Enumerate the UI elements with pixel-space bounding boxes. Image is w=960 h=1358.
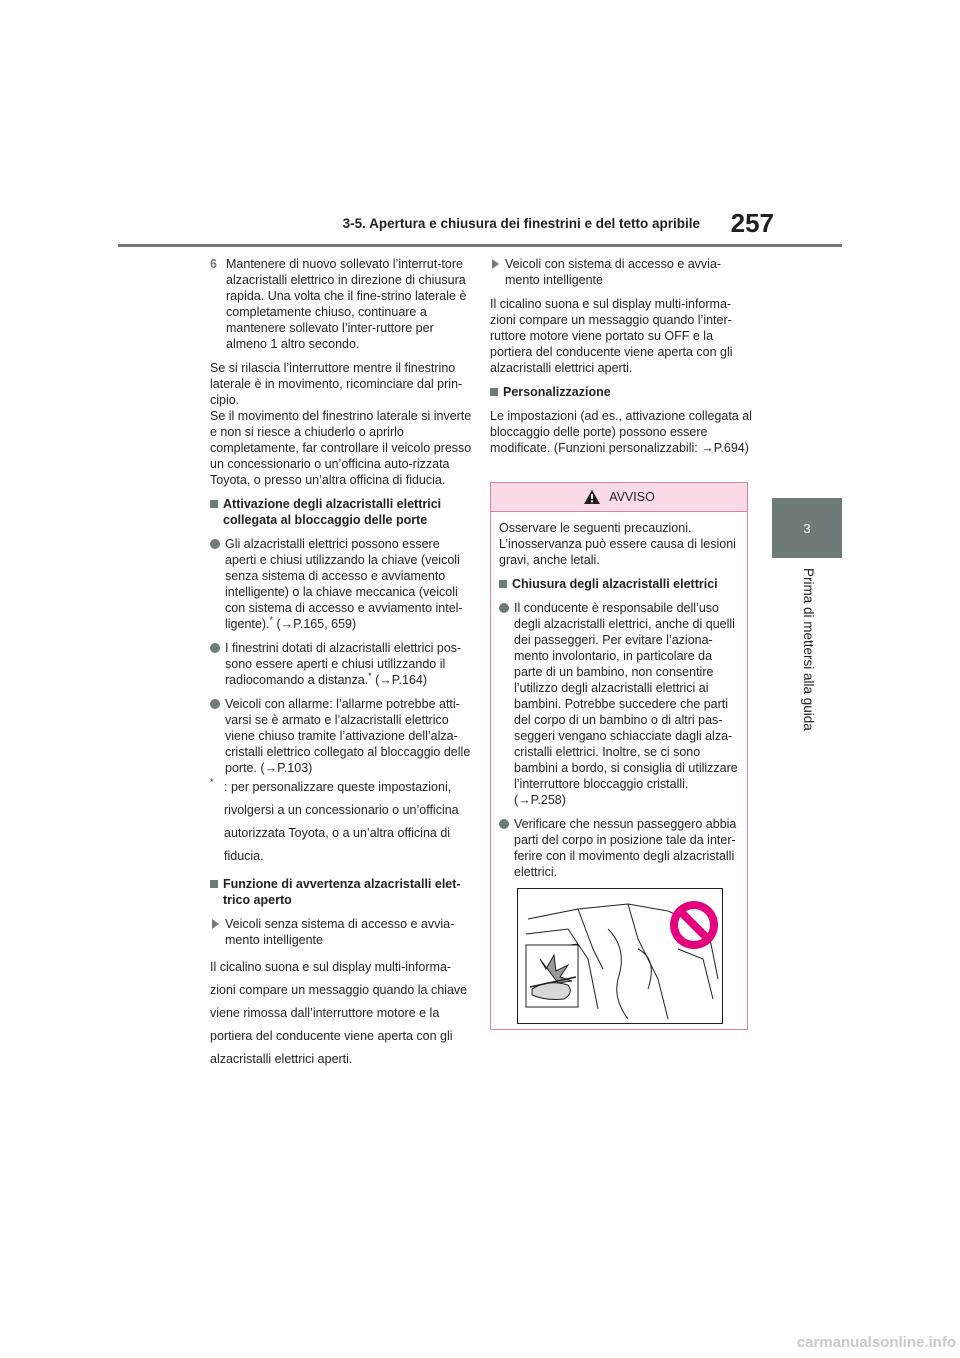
circle-bullet-icon bbox=[210, 699, 220, 709]
warning-triangle-icon bbox=[583, 489, 601, 505]
warning-list-item: Verificare che nessun passeggero abbia parti del corpo in posizione tale da inter-ferire con il movimento degli alzacristalli elettrici. bbox=[499, 816, 739, 880]
step-6 bbox=[210, 256, 472, 352]
square-bullet-icon bbox=[210, 500, 218, 508]
step-text: Mantenere di nuovo sollevato l’interrut-tore alzacristalli elettrico in direzione di chiusura rapida. Una volta che il fine-strino laterale è completamente chiuso, continuare a mantenere sollevato l’inter-ruttore per almeno 1 altro secondo. bbox=[226, 257, 467, 351]
circle-bullet-icon bbox=[499, 603, 509, 613]
paragraph: Il cicalino suona e sul display multi-informa-zioni compare un messaggio quando la chiave viene rimossa dall’interruttore motore e la portiera del conducente viene aperta con gli alzacristalli elettrici aperti. bbox=[210, 960, 468, 1066]
step-number: 6 bbox=[210, 257, 217, 271]
section-title: 3-5. Apertura e chiusura dei finestrini e del tetto apribile bbox=[342, 216, 700, 231]
chapter-side-label: Prima di mettersi alla guida bbox=[801, 568, 816, 731]
right-column bbox=[490, 256, 752, 464]
watermark: carmanualsonline.info bbox=[796, 1334, 956, 1351]
warning-heading: Chiusura degli alzacristalli elettrici bbox=[499, 576, 739, 592]
section-heading: Funzione di avvertenza alzacristalli elet-trico aperto bbox=[210, 876, 472, 908]
warning-body bbox=[491, 512, 747, 880]
footnote: * : per personalizzare queste impostazioni, rivolgersi a un concessionario o un’officina autorizzata Toyota, o a un’altra officina di fiducia. bbox=[210, 777, 459, 863]
square-bullet-icon bbox=[210, 880, 218, 888]
paragraph: Se si rilascia l’interruttore mentre il finestrino laterale è in movimento, ricominciare dal prin-cipio. bbox=[210, 361, 463, 407]
triangle-bullet-icon bbox=[492, 259, 499, 269]
left-column bbox=[210, 256, 472, 1079]
sub-heading: Veicoli con sistema di accesso e avvia-mento intelligente bbox=[490, 256, 752, 288]
sub-heading: Veicoli senza sistema di accesso e avvia-mento intelligente bbox=[210, 916, 472, 948]
warning-box bbox=[490, 482, 748, 1030]
paragraph: Il cicalino suona e sul display multi-informa-zioni compare un messaggio quando l’inter-ruttore motore viene portato su OFF e la portiera del conducente viene aperta con gli alzacristalli elettrici aperti. bbox=[490, 297, 733, 375]
chapter-tab[interactable]: 3 bbox=[772, 498, 842, 558]
circle-bullet-icon bbox=[499, 819, 509, 829]
circle-bullet-icon bbox=[210, 539, 220, 549]
header-rule bbox=[118, 244, 842, 247]
paragraph: Se il movimento del finestrino laterale si inverte e non si riesce a chiuderlo o aprirlo completamente, far controllare il veicolo presso un concessionario o un’officina auto-rizzata Toyota, o presso un’altra officina di fiducia. bbox=[210, 409, 472, 487]
square-bullet-icon bbox=[490, 388, 498, 396]
list-item: Veicoli con allarme: l’allarme potrebbe atti-varsi se è armato e l’alzacristalli elettrico viene chiuso tramite l’attivazione dell’alza-cristalli elettrico collegato al bloccaggio delle porte. (→P.103) bbox=[210, 696, 472, 776]
footnote-mark: * bbox=[269, 614, 273, 625]
warning-intro: Osservare le seguenti precauzioni. L’inosservanza può essere causa di lesioni gravi, anche letali. bbox=[499, 521, 736, 567]
triangle-bullet-icon bbox=[212, 919, 219, 929]
list-item: I finestrini dotati di alzacristalli elettrici pos-sono essere aperti e chiusi utilizzando il radiocomando a distanza.* (→P.164) bbox=[210, 640, 472, 688]
list-item: Gli alzacristalli elettrici possono essere aperti e chiusi utilizzando la chiave (veicoli senza sistema di accesso e avviamento intelligente) o la chiave meccanica (veicoli con sistema di accesso e avviamento intel-ligente).* (→P.165, 659) bbox=[210, 536, 472, 632]
prohibited-icon bbox=[670, 901, 718, 949]
warning-title: AVVISO bbox=[609, 490, 655, 504]
section-heading: Attivazione degli alzacristalli elettrici collegata al bloccaggio delle porte bbox=[210, 496, 472, 528]
section-heading: Personalizzazione bbox=[490, 384, 752, 400]
page-number: 257 bbox=[730, 208, 774, 238]
square-bullet-icon bbox=[499, 580, 507, 588]
warning-list-item: Il conducente è responsabile dell’uso degli alzacristalli elettrici, anche di quelli dei passeggeri. Per evitare l’aziona-mento involontario, in particolare da parte di un bambino, non consentire l’utilizzo degli alzacristalli elettrici ai bambini. Potrebbe succedere che parti del corpo di un bambino o di altri pas-seggeri vengano schiacciate dagli alza-cristalli elettrici. Inoltre, se ci sono bambini a bordo, si consiglia di utilizzare l’interruttore bloccaggio cristalli. (→P.258) bbox=[499, 600, 739, 808]
circle-bullet-icon bbox=[210, 643, 220, 653]
illustration-hand-pinched-by-window bbox=[517, 888, 723, 1024]
car-interior-illustration bbox=[518, 889, 722, 1023]
warning-header bbox=[491, 483, 747, 512]
footnote-mark: * bbox=[368, 670, 372, 681]
paragraph: Le impostazioni (ad es., attivazione collegata al bloccaggio delle porte) possono essere modificate. (Funzioni personalizzabili: →P.694) bbox=[490, 409, 752, 455]
